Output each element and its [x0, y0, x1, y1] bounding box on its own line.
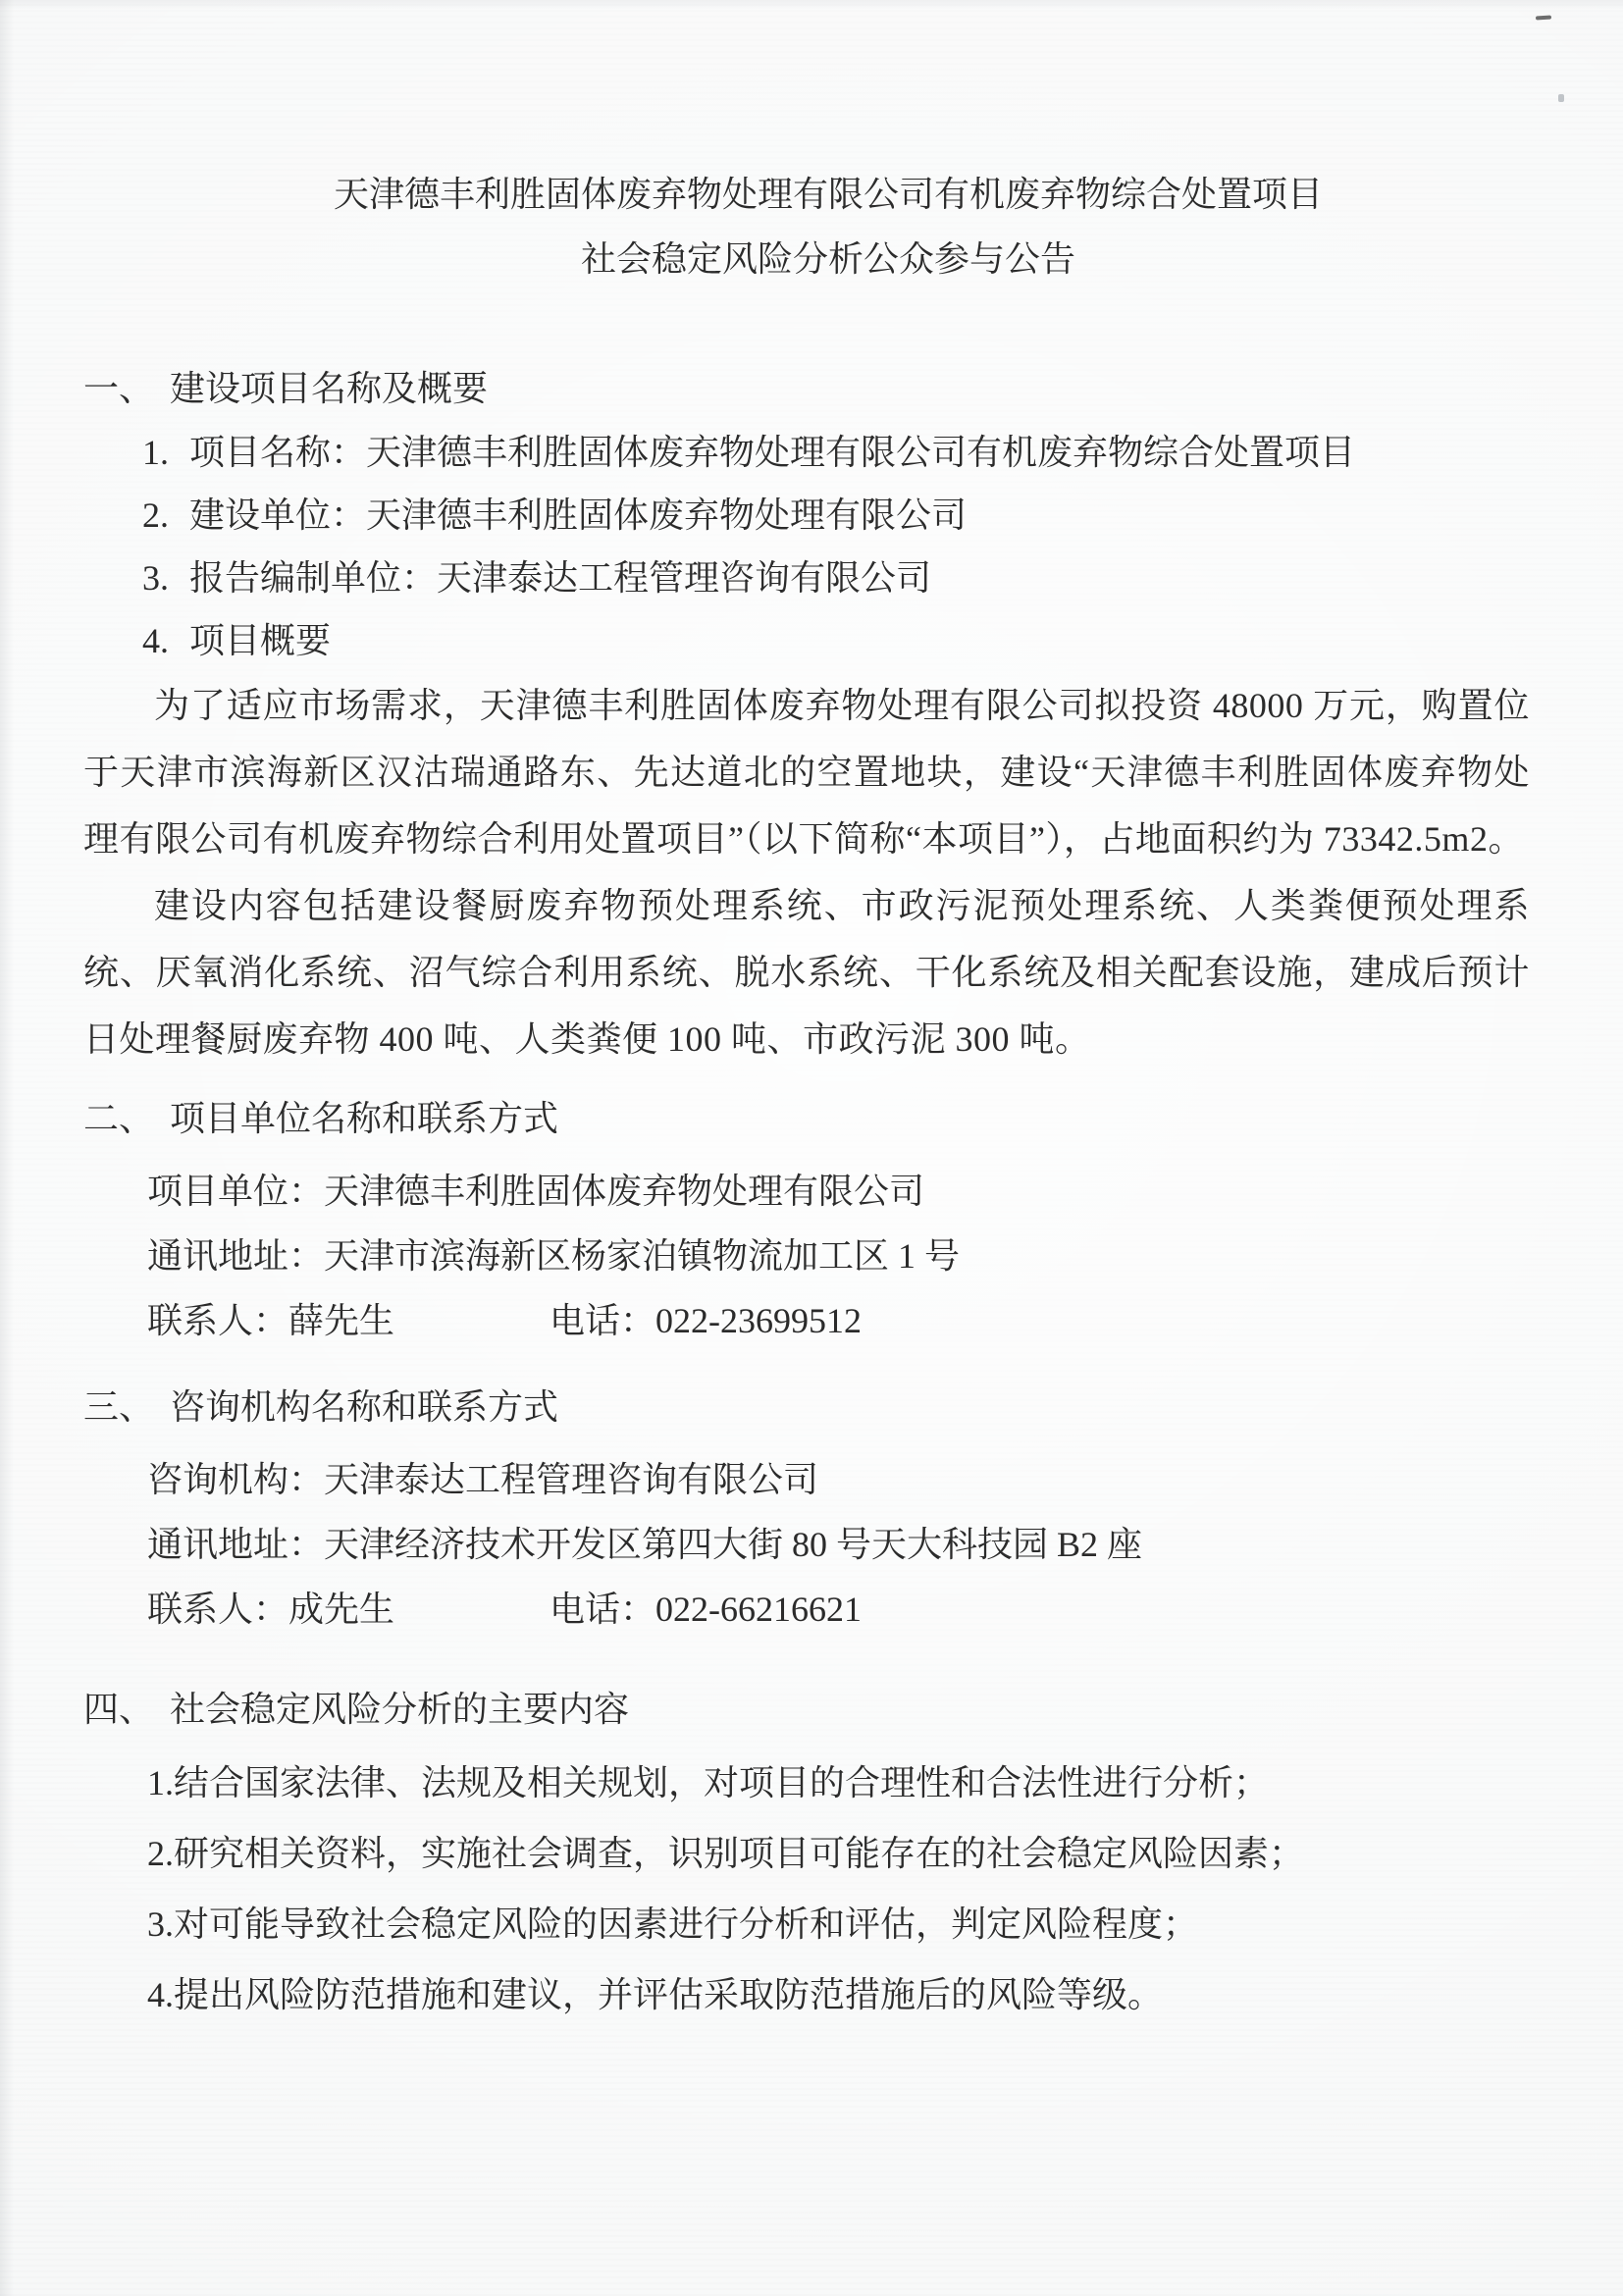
- phone-number: 022-23699512: [655, 1301, 863, 1340]
- contact-value: 成先生: [288, 1590, 395, 1629]
- list-item-number: 2.: [142, 496, 169, 535]
- list-item-text: 建设单位：天津德丰利胜固体废弃物处理有限公司: [189, 496, 968, 535]
- contact-label: 咨询机构：: [147, 1460, 325, 1499]
- contact-row: [83, 1577, 1530, 1642]
- analysis-item: 1.结合国家法律、法规及相关规划，对项目的合理性和合法性进行分析；: [147, 1763, 1270, 1802]
- phone-group: [550, 1577, 862, 1642]
- document-title: [105, 0, 1551, 291]
- list-item-number: 4.: [142, 621, 169, 660]
- phone-label: 电话：: [550, 1590, 656, 1629]
- contact-row: [83, 1512, 1530, 1577]
- section-2-heading: [83, 1086, 1530, 1151]
- contact-label: 项目单位：: [147, 1172, 325, 1211]
- contact-row: [83, 1447, 1530, 1512]
- scan-speck: [1558, 94, 1564, 102]
- contact-label: 通讯地址：: [147, 1236, 325, 1276]
- contact-label: 联系人：: [147, 1590, 289, 1629]
- analysis-item: 2.研究相关资料，实施社会调查，识别项目可能存在的社会稳定风险因素；: [147, 1834, 1305, 1873]
- project-summary-paragraph-2: 建设内容包括建设餐厨废弃物预处理系统、市政污泥预处理系统、人类粪便预处理系统、厌氧消化系统、沼气综合利用系统、脱水系统、干化系统及相关配套设施，建成后预计日处理餐厨废弃物 400 吨、人类粪便 100 吨、市政污泥 300 吨。: [83, 886, 1530, 1059]
- section-4-list: [83, 1748, 1530, 2030]
- list-item: [83, 547, 1530, 609]
- list-item-number: 3.: [142, 558, 169, 598]
- section-4-heading: [83, 1677, 1530, 1742]
- contact-label: 通讯地址：: [147, 1525, 325, 1564]
- phone-group: [550, 1288, 862, 1353]
- contact-row: [83, 1288, 1530, 1353]
- list-item: [83, 484, 1530, 547]
- list-item-number: 1.: [142, 433, 169, 472]
- section-1-heading: [83, 356, 1530, 421]
- analysis-item: 4.提出风险防范措施和建议，并评估采取防范措施后的风险等级。: [147, 1975, 1164, 2014]
- list-item-text: 项目概要: [189, 621, 332, 660]
- list-item-text: 项目名称：天津德丰利胜固体废弃物处理有限公司有机废弃物综合处置项目: [189, 433, 1356, 472]
- section-1-title: 建设项目名称及概要: [170, 369, 489, 408]
- contact-value: 天津泰达工程管理咨询有限公司: [324, 1460, 819, 1499]
- contact-value: 天津德丰利胜固体废弃物处理有限公司: [324, 1172, 925, 1211]
- section-4-number: 四、: [83, 1690, 155, 1729]
- section-2-contact-block: [83, 1159, 1530, 1353]
- list-item: [83, 609, 1530, 672]
- section-1-number: 一、: [83, 369, 155, 408]
- section-3-title: 咨询机构名称和联系方式: [170, 1387, 559, 1427]
- scan-edge-shadow-left: [0, 0, 14, 2296]
- section-2-number: 二、: [83, 1099, 155, 1138]
- document-title-line-2: 社会稳定风险分析公众参与公告: [580, 239, 1075, 279]
- phone-number: 022-66216621: [655, 1590, 863, 1629]
- contact-row: [83, 1159, 1530, 1224]
- section-3-number: 三、: [83, 1387, 155, 1427]
- contact-row: [83, 1224, 1530, 1288]
- contact-value: 天津经济技术开发区第四大街 80 号天大科技园 B2 座: [324, 1525, 1143, 1564]
- contact-label: 联系人：: [147, 1301, 289, 1340]
- section-4-title: 社会稳定风险分析的主要内容: [170, 1690, 630, 1729]
- section-2-title: 项目单位名称和联系方式: [170, 1099, 559, 1138]
- contact-value: 薛先生: [288, 1301, 395, 1340]
- analysis-item: 3.对可能导致社会稳定风险的因素进行分析和评估，判定风险程度；: [147, 1905, 1199, 1944]
- document-title-line-1: 天津德丰利胜固体废弃物处理有限公司有机废弃物综合处置项目: [333, 175, 1323, 214]
- section-1-numbered-list: [83, 421, 1530, 672]
- list-item-text: 报告编制单位：天津泰达工程管理咨询有限公司: [189, 558, 932, 598]
- section-3-heading: [83, 1375, 1530, 1439]
- contact-value: 天津市滨海新区杨家泊镇物流加工区 1 号: [324, 1236, 961, 1276]
- project-summary-paragraph-1: 为了适应市场需求，天津德丰利胜固体废弃物处理有限公司拟投资 48000 万元，购置位于天津市滨海新区汉沽瑞通路东、先达道北的空置地块，建设“天津德丰利胜固体废弃物处理有限公司有机废弃物综合利用处置项目”（以下简称“本项目”），占地面积约为 73342.5m2。: [83, 686, 1530, 859]
- phone-label: 电话：: [550, 1301, 656, 1340]
- list-item: [83, 421, 1530, 484]
- section-3-contact-block: [83, 1447, 1530, 1642]
